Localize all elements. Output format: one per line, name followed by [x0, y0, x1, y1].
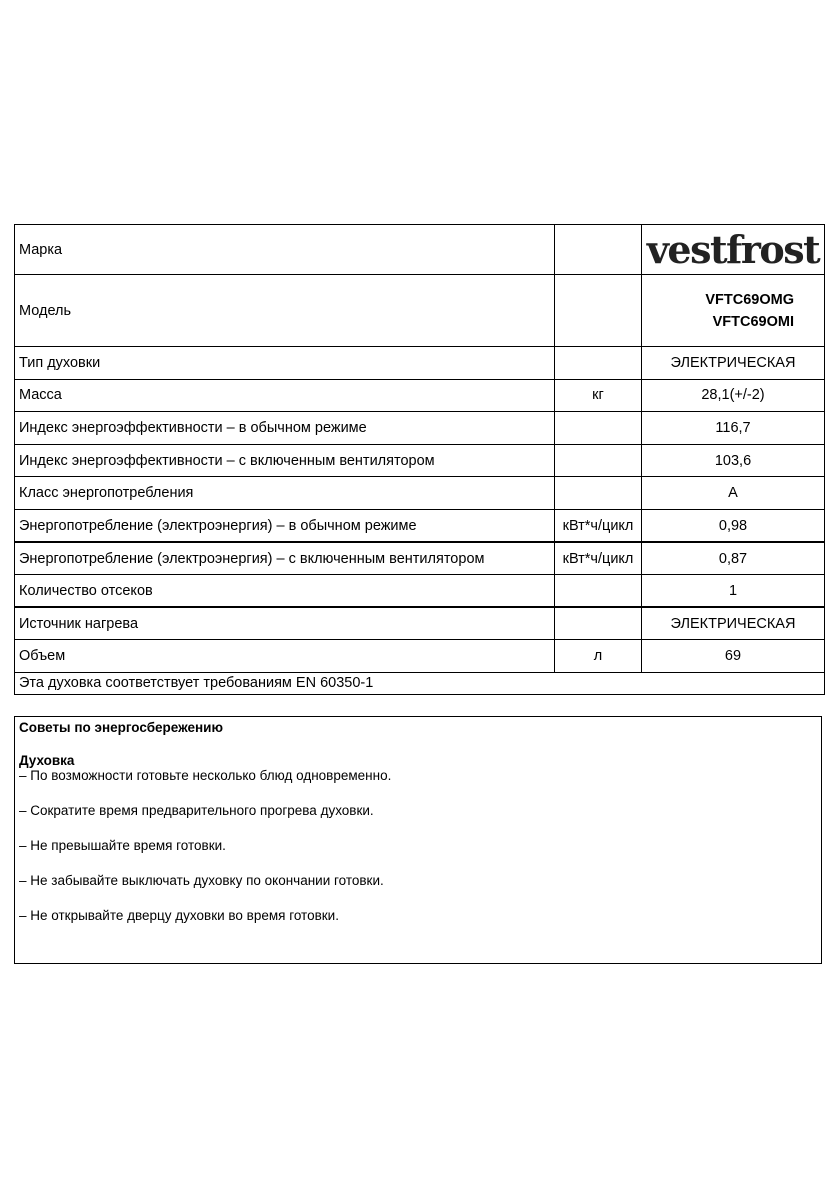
spec-table — [14, 224, 825, 695]
row-label: Масса — [15, 379, 555, 412]
model-value-2: VFTC69OMI — [712, 313, 794, 330]
row-unit: л — [555, 640, 642, 673]
model-row — [15, 275, 825, 347]
row-value: 116,7 — [642, 412, 825, 445]
table-row — [15, 477, 825, 510]
brand-label: Марка — [15, 225, 555, 275]
tip-item: – Не забывайте выключать духовку по окончании готовки. — [19, 873, 384, 888]
brand-unit — [555, 225, 642, 275]
tips-subtitle: Духовка — [19, 753, 75, 768]
compliance-note: Эта духовка соответствует требованиям EN 60350-1 — [15, 672, 825, 694]
row-unit — [555, 575, 642, 608]
row-label: Класс энергопотребления — [15, 477, 555, 510]
row-unit — [555, 347, 642, 380]
row-label: Объем — [15, 640, 555, 673]
table-row — [15, 379, 825, 412]
row-value: 103,6 — [642, 444, 825, 477]
row-unit — [555, 444, 642, 477]
tips-title: Советы по энергосбережению — [19, 720, 224, 735]
row-unit: кг — [555, 379, 642, 412]
row-value: 1 — [642, 575, 825, 608]
compliance-row — [15, 672, 825, 694]
tip-item: – Не превышайте время готовки. — [19, 838, 226, 853]
brand-row — [15, 225, 825, 275]
table-row — [15, 412, 825, 445]
row-label: Энергопотребление (электроэнергия) – с включенным вентилятором — [15, 542, 555, 575]
row-unit — [555, 412, 642, 445]
table-row — [15, 607, 825, 640]
tip-item: – Сократите время предварительного прогрева духовки. — [19, 803, 374, 818]
table-row — [15, 509, 825, 542]
row-label: Индекс энергоэффективности – с включенным вентилятором — [15, 444, 555, 477]
table-row — [15, 347, 825, 380]
vestfrost-logo: vestfrost — [646, 226, 820, 272]
row-value: 0,98 — [642, 509, 825, 542]
row-value: 69 — [642, 640, 825, 673]
row-value: ЭЛЕКТРИЧЕСКАЯ — [642, 347, 825, 380]
table-row — [15, 444, 825, 477]
row-value: A — [642, 477, 825, 510]
row-label: Тип духовки — [15, 347, 555, 380]
model-label: Модель — [15, 275, 555, 347]
table-row — [15, 640, 825, 673]
energy-tips-box — [14, 716, 822, 964]
tip-item: – По возможности готовьте несколько блюд одновременно. — [19, 768, 392, 783]
model-unit — [555, 275, 642, 347]
row-value: ЭЛЕКТРИЧЕСКАЯ — [642, 607, 825, 640]
row-label: Энергопотребление (электроэнергия) – в обычном режиме — [15, 509, 555, 542]
row-unit — [555, 477, 642, 510]
brand-logo-cell — [642, 225, 825, 275]
row-unit: кВт*ч/цикл — [555, 542, 642, 575]
row-label: Индекс энергоэффективности – в обычном режиме — [15, 412, 555, 445]
row-unit: кВт*ч/цикл — [555, 509, 642, 542]
tip-item: – Не открывайте дверцу духовки во время готовки. — [19, 908, 339, 923]
model-values — [642, 275, 825, 347]
table-row — [15, 575, 825, 608]
row-value: 28,1(+/-2) — [642, 379, 825, 412]
table-row — [15, 542, 825, 575]
row-value: 0,87 — [642, 542, 825, 575]
model-value-1: VFTC69OMG — [705, 291, 794, 308]
row-label: Источник нагрева — [15, 607, 555, 640]
row-unit — [555, 607, 642, 640]
row-label: Количество отсеков — [15, 575, 555, 608]
